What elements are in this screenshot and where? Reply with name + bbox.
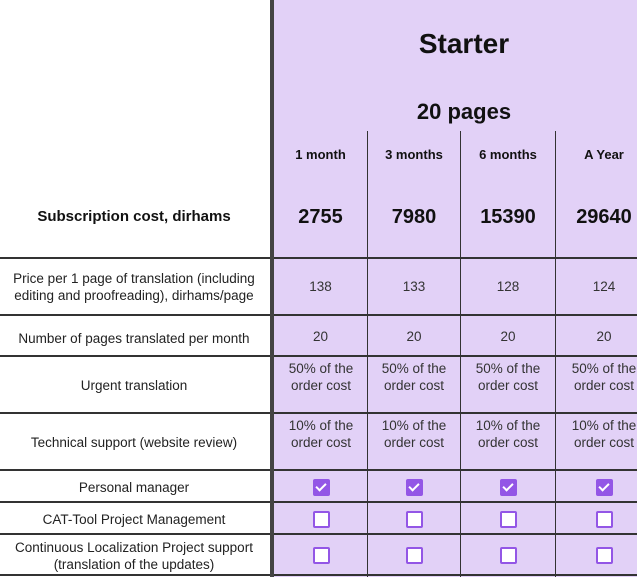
urgent-translation-value: 50% of the order cost	[571, 361, 637, 393]
row-divider	[274, 501, 637, 503]
personal-manager-checkbox[interactable]	[500, 479, 517, 496]
subscription-cost-value: 15390	[480, 206, 536, 228]
row-divider	[0, 355, 270, 357]
row-divider	[0, 257, 270, 259]
pages-per-month-label: Number of pages translated per month	[18, 331, 250, 346]
cat-tool-checkbox[interactable]	[406, 511, 423, 528]
price-per-page-label: Price per 1 page of translation (including editing and proofreading), dirhams/page	[13, 271, 255, 303]
continuous-localization-checkbox[interactable]	[406, 547, 423, 564]
technical-support-value: 10% of the order cost	[381, 418, 447, 450]
subscription-cost-label: Subscription cost, dirhams	[37, 208, 231, 225]
price-per-page-value: 133	[402, 279, 426, 294]
subscription-cost-value: 7980	[391, 206, 437, 228]
continuous-localization-checkbox[interactable]	[596, 547, 613, 564]
row-divider	[274, 412, 637, 414]
cat-tool-checkbox[interactable]	[500, 511, 517, 528]
plan-subtitle: 20 pages	[416, 99, 512, 124]
period-header-a-year: A Year	[584, 147, 624, 162]
pages-per-month-value: 20	[406, 329, 422, 344]
cat-tool-checkbox[interactable]	[313, 511, 330, 528]
urgent-translation-value: 50% of the order cost	[475, 361, 541, 393]
urgent-translation-value: 50% of the order cost	[288, 361, 354, 393]
personal-manager-checkbox[interactable]	[313, 479, 330, 496]
column-line	[555, 131, 556, 577]
row-divider	[0, 469, 270, 471]
cat-tool-label: CAT-Tool Project Management	[42, 512, 226, 527]
technical-support-value: 10% of the order cost	[475, 418, 541, 450]
row-divider	[274, 314, 637, 316]
period-header-3-months: 3 months	[385, 147, 443, 162]
technical-support-value: 10% of the order cost	[571, 418, 637, 450]
row-divider	[0, 412, 270, 414]
pages-per-month-value: 20	[596, 329, 612, 344]
technical-support-value: 10% of the order cost	[288, 418, 354, 450]
price-per-page-value: 138	[309, 279, 332, 294]
row-divider	[0, 501, 270, 503]
pages-per-month-value: 20	[312, 329, 329, 344]
starter-plan-column	[274, 0, 637, 577]
subscription-cost-value: 29640	[576, 206, 632, 228]
row-divider	[0, 314, 270, 316]
row-divider	[274, 533, 637, 535]
plan-title: Starter	[418, 28, 510, 59]
urgent-translation-label: Urgent translation	[80, 378, 188, 393]
continuous-localization-label: Continuous Localization Project support (translation of the updates)	[15, 540, 253, 572]
row-divider	[274, 574, 637, 576]
period-header-1-month: 1 month	[295, 147, 346, 162]
technical-support-label: Technical support (website review)	[30, 435, 238, 450]
row-divider	[274, 355, 637, 357]
urgent-translation-value: 50% of the order cost	[381, 361, 447, 393]
feature-labels-column	[0, 0, 270, 577]
continuous-localization-checkbox[interactable]	[313, 547, 330, 564]
column-line	[367, 131, 368, 577]
price-per-page-value: 124	[592, 279, 616, 294]
pages-per-month-value: 20	[500, 329, 516, 344]
subscription-cost-value: 2755	[298, 206, 343, 228]
price-per-page-value: 128	[496, 279, 520, 294]
personal-manager-label: Personal manager	[78, 480, 190, 495]
row-divider	[0, 574, 270, 576]
row-divider	[0, 533, 270, 535]
column-line	[460, 131, 461, 577]
row-divider	[274, 469, 637, 471]
personal-manager-checkbox[interactable]	[406, 479, 423, 496]
period-header-6-months: 6 months	[479, 147, 537, 162]
cat-tool-checkbox[interactable]	[596, 511, 613, 528]
personal-manager-checkbox[interactable]	[596, 479, 613, 496]
continuous-localization-checkbox[interactable]	[500, 547, 517, 564]
row-divider	[274, 257, 637, 259]
